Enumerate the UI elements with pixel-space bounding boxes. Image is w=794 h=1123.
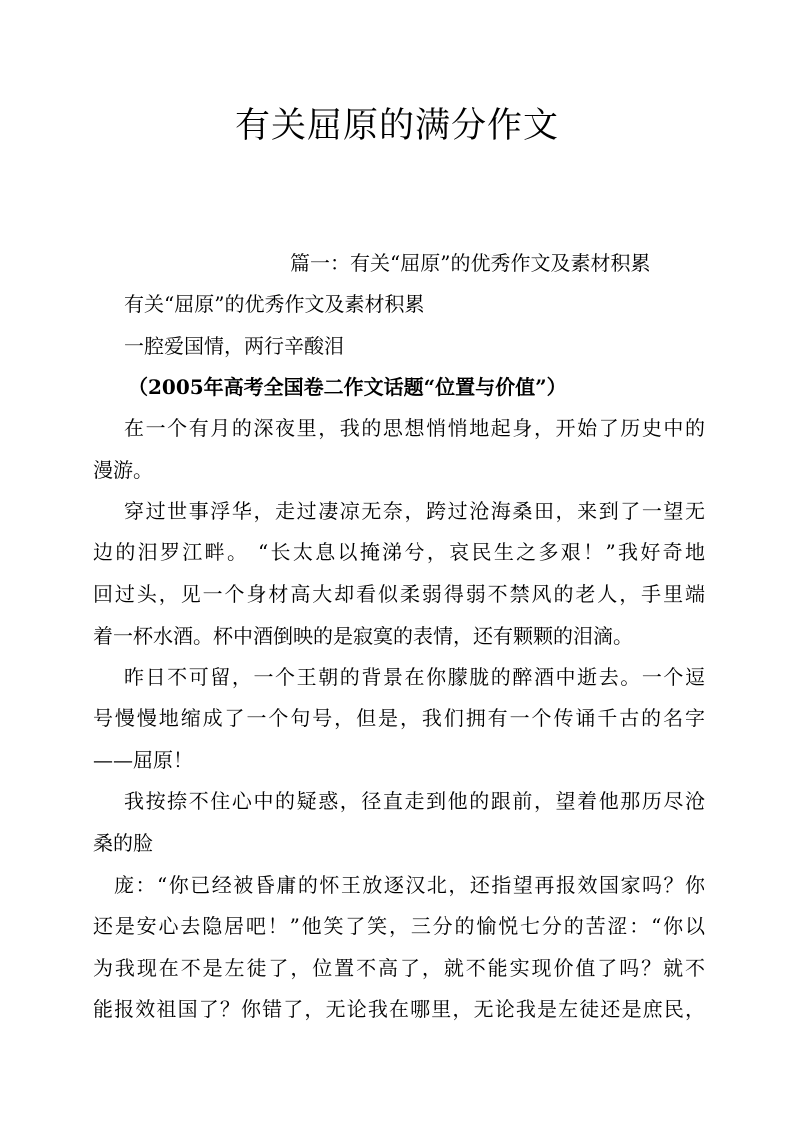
paragraph-line: 号慢慢地缩成了一个句号，但是，我们拥有一个传诵千古的名字 — [93, 706, 705, 730]
paragraph-line: 能报效祖国了？你错了，无论我在哪里，无论我是左徒还是庶民， — [93, 997, 705, 1021]
paragraph-line: 穿过世事浮华，走过凄凉无奈，跨过沧海桑田，来到了一望无 — [124, 499, 705, 523]
essay-title-text: 一腔爱国情，两行辛酸泪 — [124, 334, 344, 358]
paragraph-line: 桑的脸 — [93, 831, 153, 855]
subtitle-text: 有关“屈原”的优秀作文及素材积累 — [124, 292, 425, 316]
paragraph-line: 漫游。 — [93, 458, 153, 482]
paragraph-line: 昨日不可留，一个王朝的背景在你朦胧的醉酒中逝去。一个逗 — [124, 665, 705, 689]
paragraph-line: 还是安心去隐居吧！”他笑了笑，三分的愉悦七分的苦涩：“你以 — [93, 914, 705, 938]
paragraph-line: 在一个有月的深夜里，我的思想悄悄地起身，开始了历史中的 — [124, 416, 705, 440]
paragraph-line: 回过头，见一个身材高大却看似柔弱得弱不禁风的老人，手里端 — [93, 582, 705, 606]
paragraph-line: ——屈原！ — [93, 748, 193, 772]
paragraph-line: 着一杯水酒。杯中酒倒映的是寂寞的表情，还有颗颗的泪滴。 — [93, 624, 633, 648]
paragraph-line: 我按捺不住心中的疑惑，径直走到他的跟前，望着他那历尽沧 — [124, 789, 705, 813]
essay-note-text: （2005年高考全国卷二作文话题“位置与价值”） — [128, 375, 567, 399]
document-title: 有关屈原的满分作文 — [234, 106, 559, 146]
section-heading-text: 篇一：有关“屈原”的优秀作文及素材积累 — [290, 251, 651, 275]
paragraph-line: 边的汨罗江畔。 “长太息以掩涕兮，哀民生之多艰！”我好奇地 — [93, 540, 705, 564]
paragraph-line: 庞：“你已经被昏庸的怀王放逐汉北，还指望再报效国家吗？你 — [114, 873, 705, 897]
paragraph-line: 为我现在不是左徒了，位置不高了，就不能实现价值了吗？就不 — [93, 956, 705, 980]
